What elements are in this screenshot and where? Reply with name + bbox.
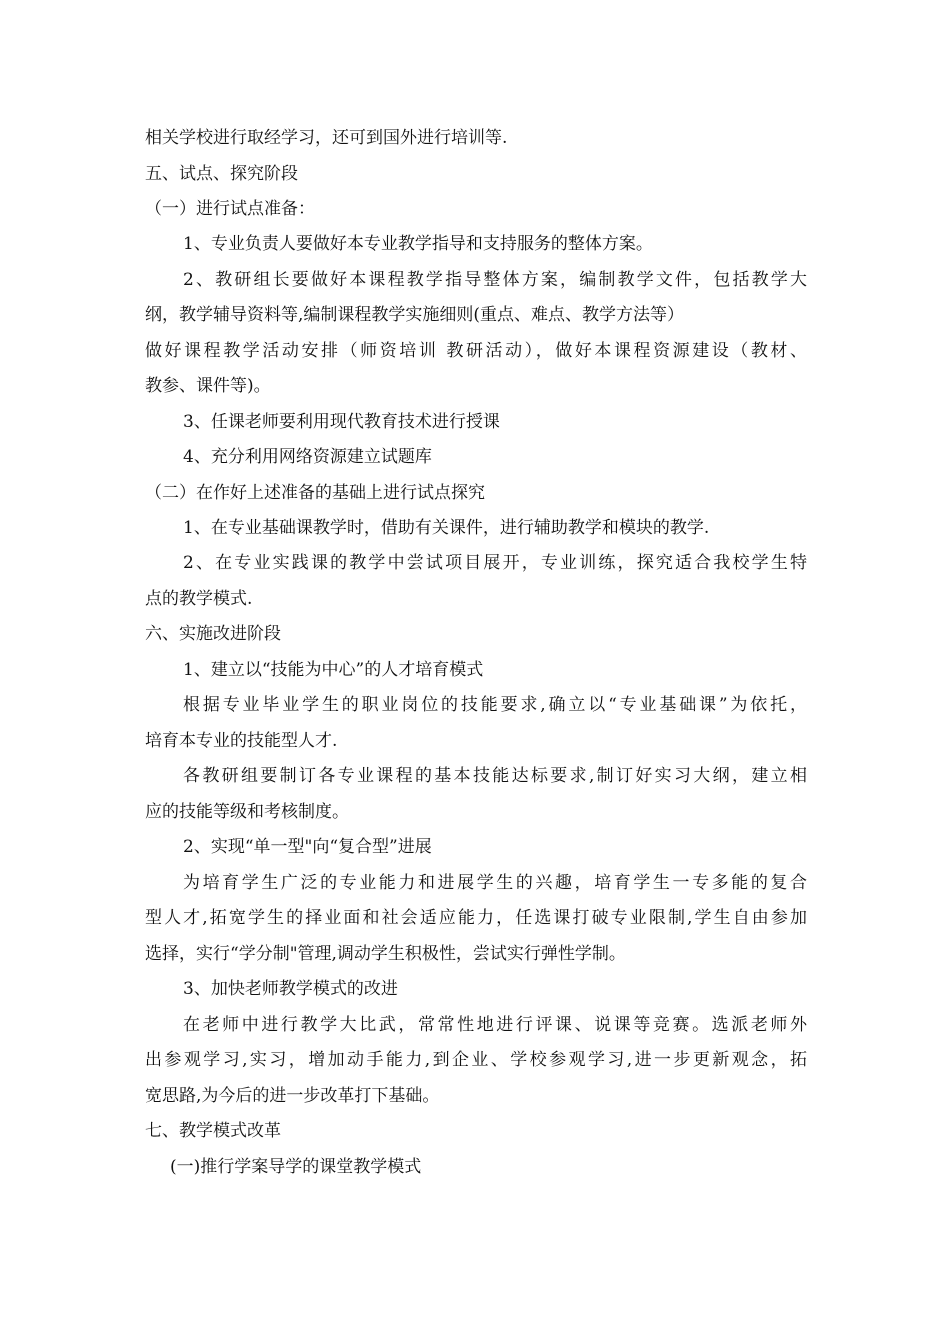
text-line: 1、专业负责人要做好本专业教学指导和支持服务的整体方案。 [183,234,653,254]
text-line: 宽思路,为今后的进一步改革打下基础。 [145,1086,440,1106]
text-line: 各教研组要制订各专业课程的基本技能达标要求,制订好实习大纲，建立相 [183,766,807,786]
text-line: 4、充分利用网络资源建立试题库 [183,447,432,467]
text-line: 出参观学习,实习，增加动手能力,到企业、学校参观学习,进一步更新观念，拓 [145,1050,807,1070]
text-line: 做好课程教学活动安排（师资培训 教研活动），做好本课程资源建设（教材、 [145,341,807,361]
subsection-heading: （一）进行试点准备： [145,199,315,219]
text-line: 选择，实行“学分制"管理,调动学生积极性，尝试实行弹性学制。 [145,944,626,964]
text-line: 纲，教学辅导资料等,编制课程教学实施细则(重点、难点、教学方法等） [145,305,685,325]
text-line: 2、教研组长要做好本课程教学指导整体方案，编制教学文件，包括教学大 [183,270,807,290]
text-line: 1、建立以“技能为中心”的人才培育模式 [183,660,484,680]
section-heading: 五、试点、探究阶段 [145,164,298,184]
text-line: 2、实现“单一型"向“复合型”进展 [183,837,432,857]
text-line: 1、在专业基础课教学时，借助有关课件，进行辅助教学和模块的教学. [183,518,710,538]
subsection-heading: (一)推行学案导学的课堂教学模式 [170,1157,422,1177]
text-line: 为培育学生广泛的专业能力和进展学生的兴趣，培育学生一专多能的复合 [183,873,807,893]
text-line: 型人才,拓宽学生的择业面和社会适应能力，任选课打破专业限制,学生自由参加 [145,908,807,928]
section-heading: 六、实施改进阶段 [145,624,281,644]
text-line: 根据专业毕业学生的职业岗位的技能要求,确立以“专业基础课”为依托， [183,695,807,715]
text-line: 在老师中进行教学大比武，常常性地进行评课、说课等竞赛。选派老师外 [183,1015,807,1035]
text-line: 培育本专业的技能型人才. [145,731,338,751]
text-line: 3、任课老师要利用现代教育技术进行授课 [183,412,500,432]
text-line: 点的教学模式. [145,589,253,609]
text-line: 教参、课件等)。 [145,376,271,396]
text-line: 应的技能等级和考核制度。 [145,802,349,822]
text-line: 3、加快老师教学模式的改进 [183,979,398,999]
subsection-heading: （二）在作好上述准备的基础上进行试点探究 [145,483,485,503]
text-line: 相关学校进行取经学习，还可到国外进行培训等. [145,128,508,148]
text-line: 2、在专业实践课的教学中尝试项目展开，专业训练，探究适合我校学生特 [183,553,807,573]
section-heading: 七、教学模式改革 [145,1121,281,1141]
